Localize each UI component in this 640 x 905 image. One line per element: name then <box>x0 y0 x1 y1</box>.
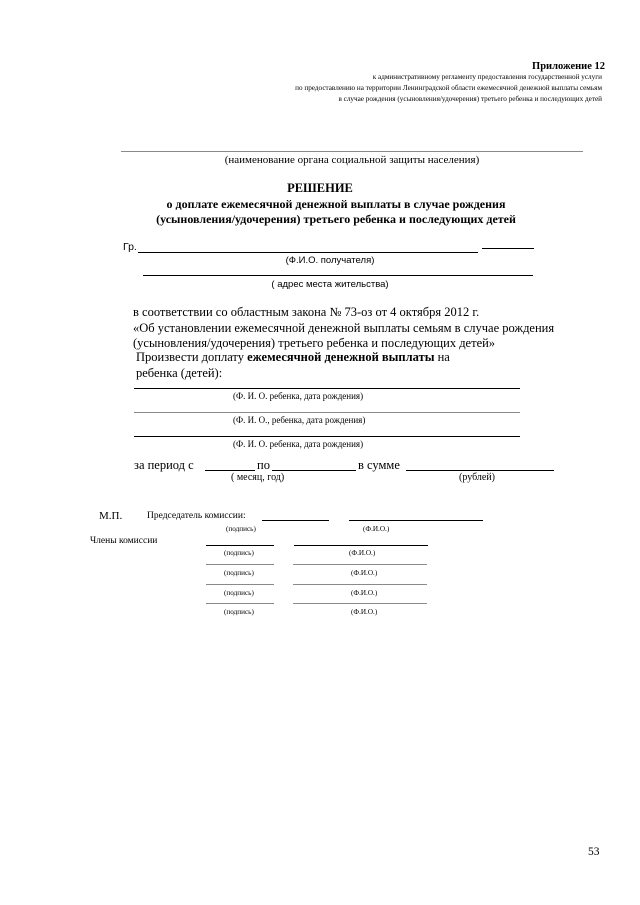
period-to-line <box>272 470 356 471</box>
member-2-fio-line <box>293 564 427 565</box>
authority-caption: (наименование органа социальной защиты населения) <box>224 154 480 166</box>
period-to-label: по <box>257 458 270 472</box>
recipient-address-line <box>143 275 533 276</box>
recipient-prefix: Гр. <box>123 241 137 253</box>
recipient-name-line <box>138 252 478 253</box>
appendix-line-3: в случае рождения (усыновления/удочерения) третьего ребенка и последующих детей <box>338 95 602 103</box>
rubles-caption: (рублей) <box>459 472 496 483</box>
member-4-fio-line <box>293 603 427 604</box>
recipient-address-caption: ( адрес места жительства) <box>271 279 389 290</box>
chairman-fio-line <box>349 520 483 521</box>
body-line-4-post: на <box>434 350 450 364</box>
chairman-signature-line <box>262 520 329 521</box>
child-caption-1: (Ф. И. О. ребенка, дата рождения) <box>233 391 364 401</box>
member-4-fio-caption: (Ф.И.О.) <box>351 608 378 616</box>
decision-title: РЕШЕНИЕ <box>287 181 353 195</box>
period-from-label: за период с <box>134 458 194 472</box>
child-line-3 <box>134 436 520 437</box>
member-3-signature-caption: (подпись) <box>224 589 254 597</box>
member-2-signature-caption: (подпись) <box>224 569 254 577</box>
month-year-caption: ( месяц, год) <box>231 472 285 483</box>
appendix-line-2: по предоставлению на территории Ленинградской области ежемесячной денежной выплаты семьям <box>295 84 602 92</box>
child-caption-3: (Ф. И. О. ребенка, дата рождения) <box>233 439 364 449</box>
chairman-fio-caption: (Ф.И.О.) <box>363 525 390 533</box>
authority-line <box>121 151 583 152</box>
stamp-label: М.П. <box>99 510 123 522</box>
period-amount-line <box>406 470 554 471</box>
period-from-line <box>205 470 255 471</box>
chairman-label: Председатель комиссии: <box>147 511 246 521</box>
body-line-1: в соответствии со областным закона № 73-оз от 4 октября 2012 г. <box>133 305 480 319</box>
member-1-signature-line <box>206 545 274 546</box>
member-1-signature-caption: (подпись) <box>224 549 254 557</box>
decision-subtitle-1: о доплате ежемесячной денежной выплаты в случае рождения <box>166 197 506 211</box>
body-line-5: ребенка (детей): <box>136 366 223 380</box>
member-2-fio-caption: (Ф.И.О.) <box>351 569 378 577</box>
member-2-signature-line <box>206 564 274 565</box>
period-amount-label: в сумме <box>358 458 400 472</box>
recipient-extra-line <box>482 248 534 249</box>
decision-subtitle-2: (усыновления/удочерения) третьего ребенка и последующих детей <box>156 212 516 226</box>
member-4-signature-caption: (подпись) <box>224 608 254 616</box>
recipient-name-caption: (Ф.И.О. получателя) <box>285 255 375 266</box>
chairman-signature-caption: (подпись) <box>226 525 256 533</box>
members-label: Члены комиссии <box>90 536 158 546</box>
body-line-4 <box>136 350 450 365</box>
body-line-3: (усыновления/удочерения) третьего ребенка и последующих детей» <box>133 336 496 350</box>
member-1-fio-line <box>294 545 428 546</box>
child-caption-2: (Ф. И. О., ребенка, дата рождения) <box>233 415 366 425</box>
member-3-fio-caption: (Ф.И.О.) <box>351 589 378 597</box>
member-4-signature-line <box>206 603 274 604</box>
member-3-signature-line <box>206 584 274 585</box>
body-line-2: «Об установлении ежемесячной денежной выплаты семьям в случае рождения <box>133 321 555 335</box>
child-line-1 <box>134 388 520 389</box>
body-line-4-bold: ежемесячной денежной выплаты <box>247 350 435 364</box>
appendix-title: Приложение 12 <box>532 61 605 72</box>
appendix-line-1: к административному регламенту предоставления государственной услуги <box>372 73 602 81</box>
member-1-fio-caption: (Ф.И.О.) <box>349 549 376 557</box>
page-number: 53 <box>588 846 600 858</box>
member-3-fio-line <box>293 584 427 585</box>
body-line-4-pre: Произвести доплату <box>136 350 248 364</box>
child-line-2 <box>134 412 520 413</box>
